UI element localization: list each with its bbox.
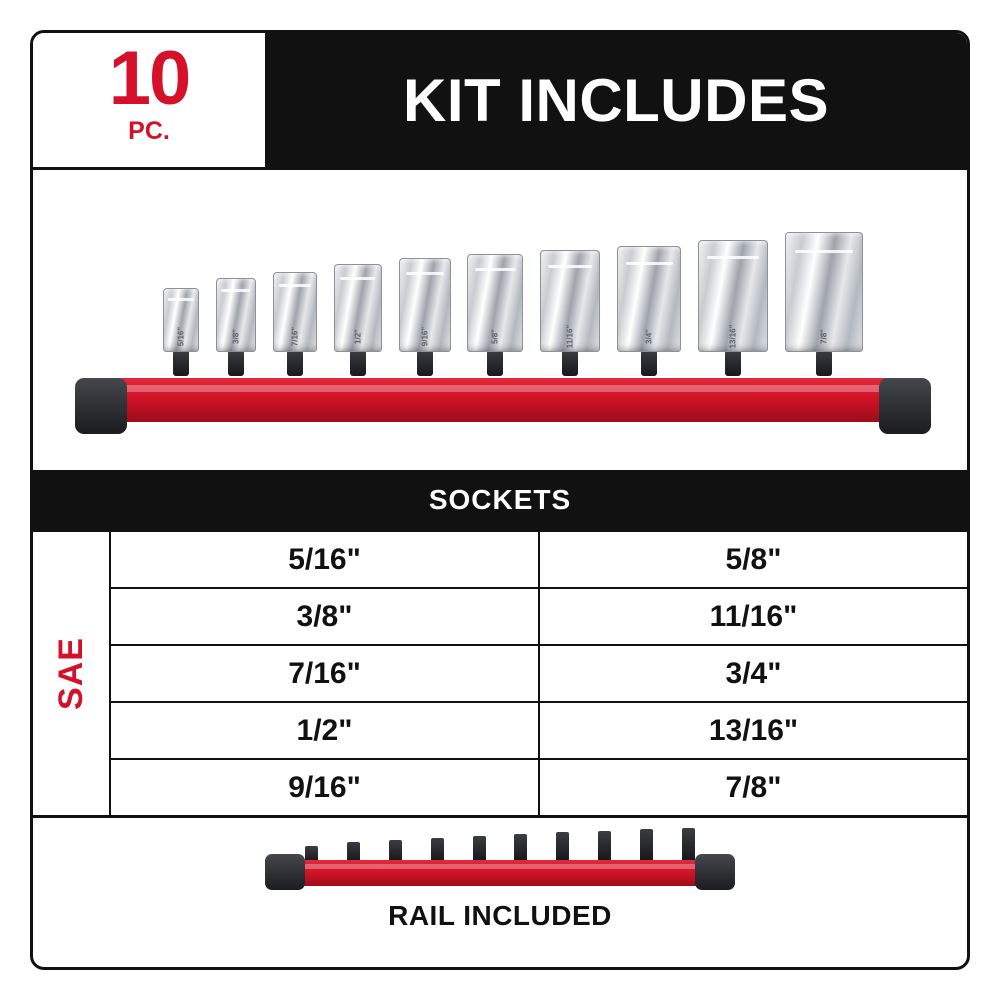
socket-item xyxy=(334,264,382,376)
socket-size-label: 11/16" xyxy=(565,324,575,349)
rail-clip xyxy=(682,828,695,862)
socket-clip xyxy=(487,350,503,376)
table-cell-size: 7/8" xyxy=(725,770,782,804)
socket-size-label: 5/8" xyxy=(490,329,500,344)
socket-rail-assembly xyxy=(103,218,903,458)
hero-product-image xyxy=(33,170,967,470)
rail-clip xyxy=(598,831,611,862)
socket-body xyxy=(163,288,199,352)
table-row xyxy=(111,703,967,760)
socket-item xyxy=(785,232,863,376)
table-cell-size: 13/16" xyxy=(708,713,799,747)
rail-illustration xyxy=(265,828,735,890)
socket-size-label: 5/16" xyxy=(176,326,186,347)
socket-clip xyxy=(725,350,741,376)
table-row xyxy=(111,532,967,589)
table-cell-size: 9/16" xyxy=(111,760,540,815)
header xyxy=(33,33,967,170)
socket-size-label: 1/2" xyxy=(353,329,363,344)
rail-bar xyxy=(103,378,903,422)
rail-end-cap-right xyxy=(879,378,931,434)
rail-clip xyxy=(556,832,569,862)
rail-clip xyxy=(431,838,444,862)
socket-row xyxy=(163,241,863,376)
kit-includes-card xyxy=(30,30,970,970)
socket-item xyxy=(698,240,768,376)
socket-clip xyxy=(417,350,433,376)
socket-size-label: 7/16" xyxy=(290,326,300,347)
rail-included-caption: RAIL INCLUDED xyxy=(388,900,612,931)
rail-end-cap-left xyxy=(75,378,127,434)
socket-item xyxy=(216,278,256,376)
rail-bar-small xyxy=(287,860,713,886)
table-cell-size: 3/8" xyxy=(111,589,540,644)
socket-clip xyxy=(228,350,244,376)
socket-body xyxy=(216,278,256,352)
piece-count-number: 10 xyxy=(108,36,190,122)
table-cell-size: 11/16" xyxy=(709,599,798,633)
category-label: SAE xyxy=(51,637,90,710)
footer-rail-block xyxy=(33,818,967,943)
rail-clip xyxy=(347,842,360,862)
rail-end-cap-right-small xyxy=(695,854,735,890)
socket-clip xyxy=(816,350,832,376)
socket-body xyxy=(334,264,382,352)
socket-clip xyxy=(350,350,366,376)
socket-size-label: 3/8" xyxy=(231,329,241,344)
table-row xyxy=(111,760,967,815)
socket-size-label: 9/16" xyxy=(420,326,429,347)
sockets-table xyxy=(33,532,967,818)
socket-body xyxy=(273,272,317,352)
rail-clip xyxy=(473,836,486,862)
socket-size-label: 3/4" xyxy=(644,329,654,344)
socket-clip xyxy=(173,350,189,376)
socket-body xyxy=(785,232,863,352)
socket-item xyxy=(163,288,199,376)
sockets-band-title: SOCKETS xyxy=(33,470,967,532)
socket-item xyxy=(540,250,600,376)
rail-clip xyxy=(389,840,402,862)
socket-clip xyxy=(287,350,303,376)
rail-clip xyxy=(514,834,527,862)
rail-clip xyxy=(640,829,653,862)
socket-item xyxy=(399,258,451,376)
socket-item xyxy=(467,254,523,376)
page-title: KIT INCLUDES xyxy=(403,66,829,134)
piece-count-block xyxy=(33,33,265,167)
socket-body xyxy=(467,254,523,352)
table-cell-size: 1/2" xyxy=(111,703,540,758)
socket-size-label: 13/16" xyxy=(728,324,738,349)
socket-body xyxy=(617,246,681,352)
piece-count-unit: PC. xyxy=(128,116,170,145)
rail-clips xyxy=(305,828,695,862)
table-cell-size: 7/16" xyxy=(111,646,540,701)
socket-size-label: 7/8" xyxy=(819,329,829,344)
socket-body xyxy=(399,258,451,352)
socket-clip xyxy=(641,350,657,376)
rail-end-cap-left-small xyxy=(265,854,305,890)
table-row xyxy=(111,646,967,703)
socket-clip xyxy=(562,350,578,376)
table-cell-size: 5/16" xyxy=(111,532,540,587)
socket-item xyxy=(273,272,317,376)
socket-body xyxy=(540,250,600,352)
socket-body xyxy=(698,240,768,352)
table-rows xyxy=(111,532,967,815)
socket-item xyxy=(617,246,681,376)
table-cell-size: 5/8" xyxy=(725,542,782,576)
table-cell-size: 3/4" xyxy=(725,656,782,690)
category-cell xyxy=(33,532,111,815)
header-title-bar xyxy=(265,33,967,167)
table-row xyxy=(111,589,967,646)
